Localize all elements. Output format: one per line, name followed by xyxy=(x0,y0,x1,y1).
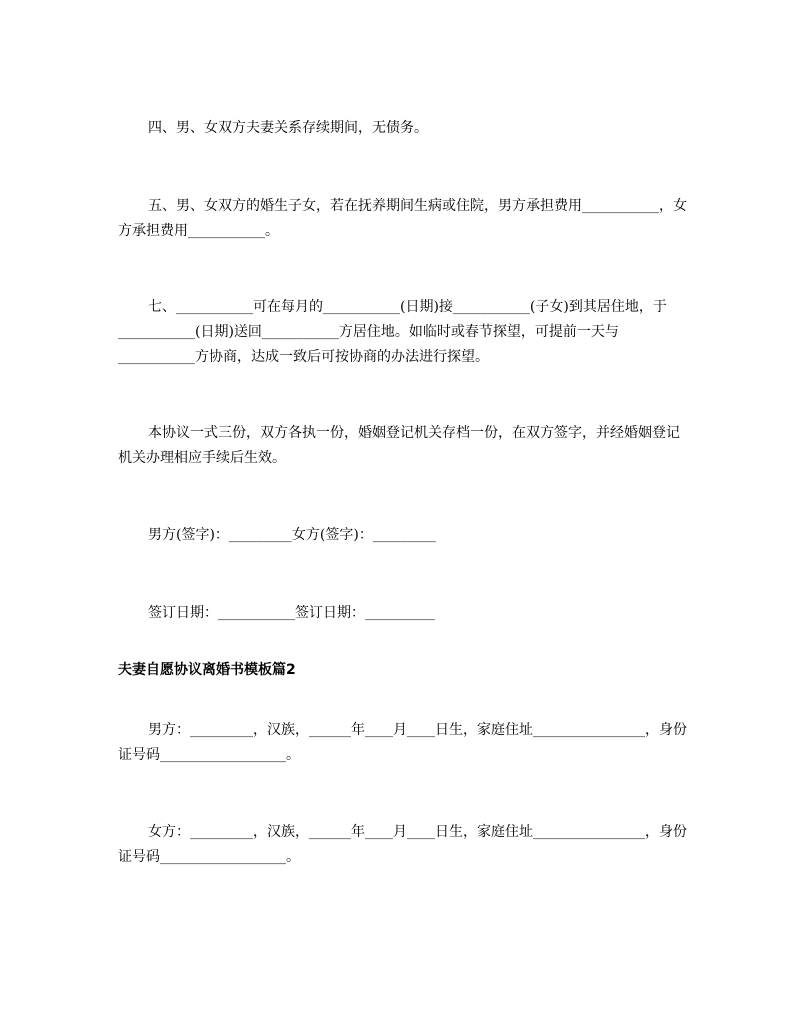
section-heading: 夫妻自愿协议离婚书模板篇2 xyxy=(118,662,296,678)
wife-info: 女方：_________，汉族，______年____月____日生，家庭住址________________，身份证号码__________________。 xyxy=(118,824,687,865)
signature-line: 男方(签字)：_________女方(签字)：_________ xyxy=(148,527,436,543)
clause-five: 五、男、女双方的婚生子女，若在抚养期间生病或住院，男方承担费用___________，女方承担费用___________。 xyxy=(118,198,687,239)
agreement-copies-clause: 本协议一式三份，双方各执一份，婚姻登记机关存档一份，在双方签字，并经婚姻登记机关办理相应手续后生效。 xyxy=(118,425,680,466)
signing-date-line: 签订日期：___________签订日期：__________ xyxy=(148,605,435,621)
husband-info: 男方：_________，汉族，______年____月____日生，家庭住址________________，身份证号码__________________。 xyxy=(118,722,687,763)
clause-seven: 七、___________可在每月的___________(日期)接___________(子女)到其居住地，于___________(日期)送回___________方居住地。如临时或春节探望，可提前一天与___________方协商，达成一致后可按协商的办法进行探望。 xyxy=(118,299,667,365)
clause-four: 四、男、女双方夫妻关系存续期间，无债务。 xyxy=(148,120,428,136)
